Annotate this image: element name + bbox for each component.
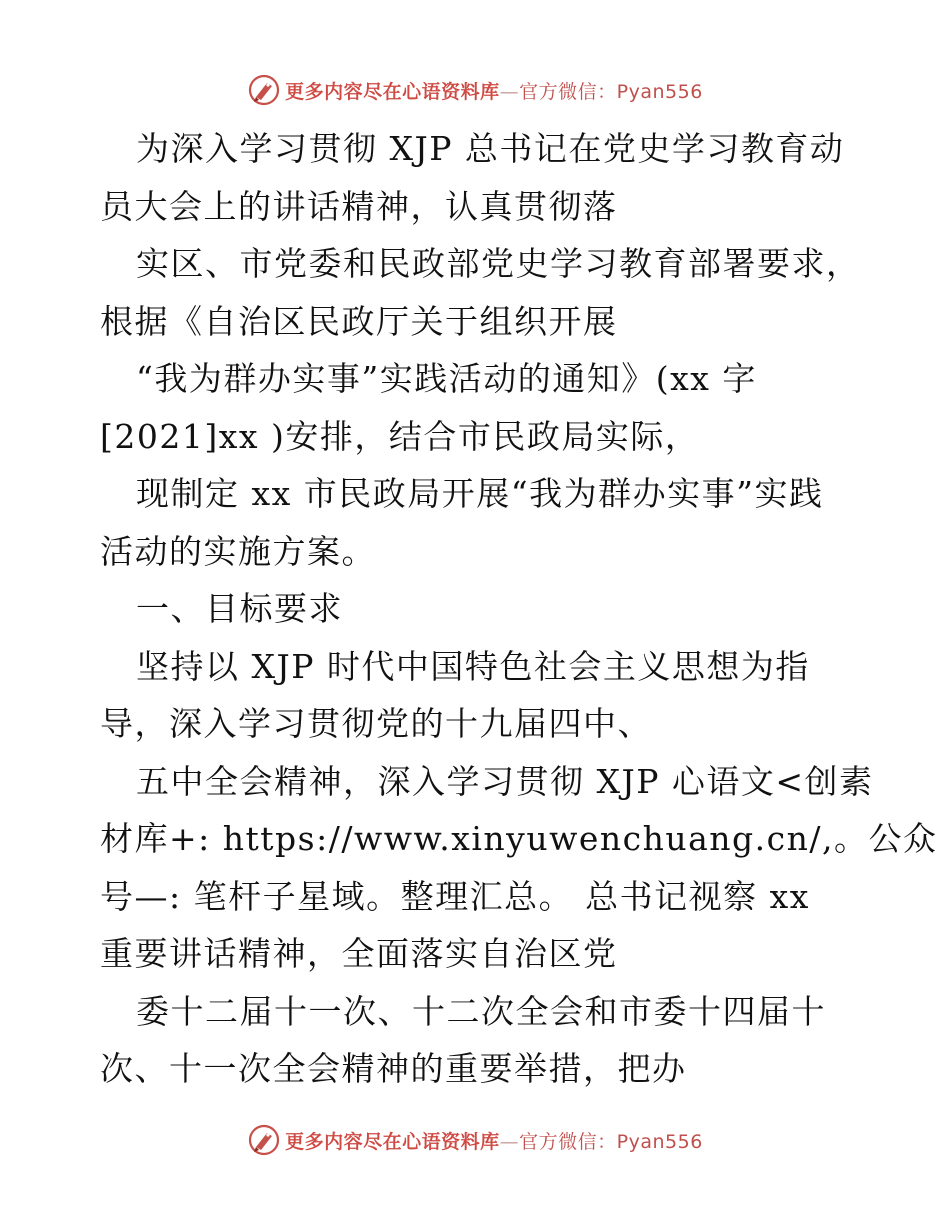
text-line: [2021]xx )安排，结合市民政局实际， — [100, 416, 700, 456]
header-banner-text — [285, 77, 703, 104]
banner-lead-text: 更多内容尽在心语资料库 — [285, 1130, 500, 1153]
text-line: 活动的实施方案。 — [100, 531, 376, 571]
footer-banner — [0, 1122, 950, 1158]
text-line: 五中全会精神，深入学习贯彻 XJP 心语文<创素 — [136, 761, 874, 801]
text-line: “我为群办实事”实践活动的通知》(xx 字 — [136, 359, 757, 398]
text-line: 号—: 笔杆子星域。整理汇总。 总书记视察 xx — [100, 876, 810, 916]
text-line: 一、目标要求 — [136, 589, 343, 628]
footer-banner-content — [247, 1123, 703, 1157]
pen-nib-logo-icon — [247, 1123, 281, 1157]
text-line: 现制定 xx 市民政局开展“我为群办实事”实践 — [136, 474, 824, 513]
header-banner — [0, 72, 950, 108]
banner-wechat-text: 官方微信：Pyan556 — [519, 80, 703, 103]
text-line: 重要讲话精神，全面落实自治区党 — [100, 934, 618, 973]
text-line: 导，深入学习贯彻党的十九届四中、 — [100, 704, 652, 743]
pen-nib-logo-icon — [247, 73, 281, 107]
text-line: 实区、市党委和民政部党史学习教育部署要求， — [136, 244, 861, 283]
header-banner-content — [247, 73, 703, 107]
text-line: 为深入学习贯彻 XJP 总书记在党史学习教育动 — [136, 129, 845, 168]
footer-banner-text — [285, 1127, 703, 1154]
text-line: 次、十一次全会精神的重要举措，把办 — [100, 1049, 687, 1088]
document-body — [100, 120, 938, 1098]
text-line: 委十二届十一次、十二次全会和市委十四届十 — [136, 991, 826, 1031]
text-line: 坚持以 XJP 时代中国特色社会主义思想为指 — [136, 646, 810, 686]
banner-dash: — — [499, 1130, 520, 1153]
banner-dash: — — [499, 80, 520, 103]
text-line: 员大会上的讲话精神，认真贯彻落 — [100, 186, 618, 226]
banner-lead-text: 更多内容尽在心语资料库 — [285, 80, 500, 103]
banner-wechat-text: 官方微信：Pyan556 — [519, 1130, 703, 1153]
text-line: 根据《自治区民政厅关于组织开展 — [100, 301, 618, 341]
text-line: 材库+: https://www.xinyuwenchuang.cn/,。公众 — [100, 819, 938, 858]
